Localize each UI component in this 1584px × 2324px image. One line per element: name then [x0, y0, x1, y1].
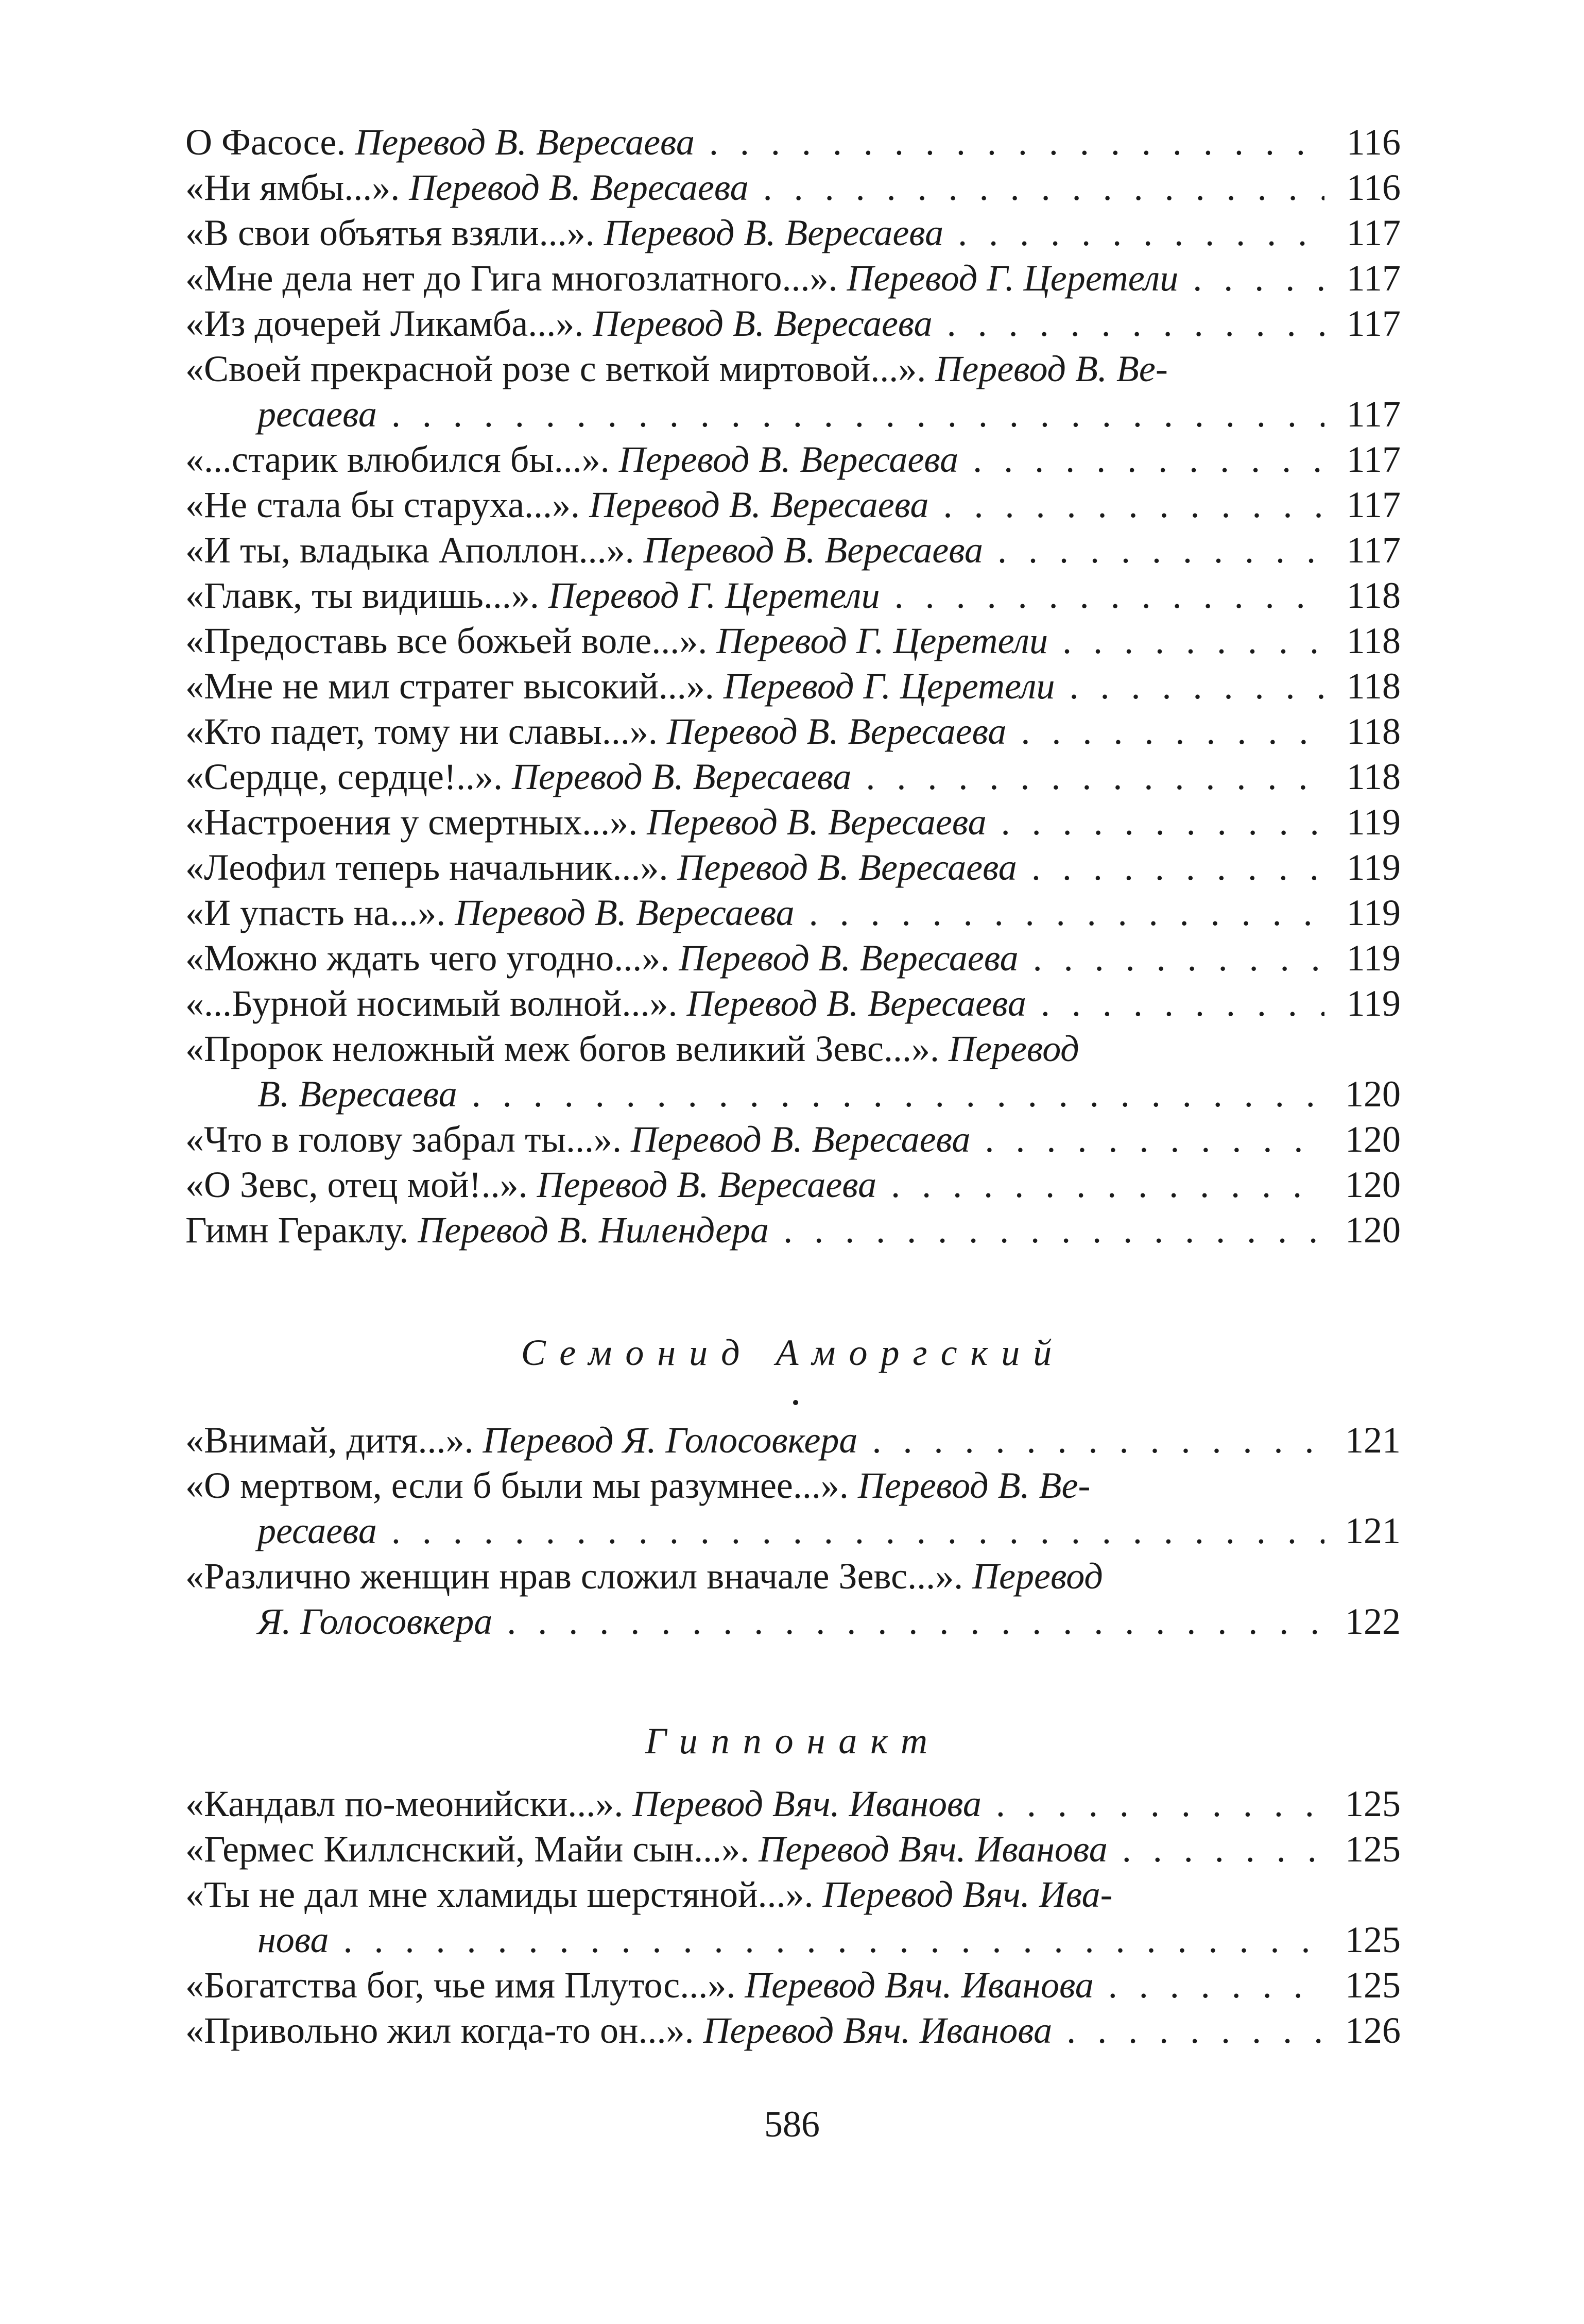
toc-entry-line	[185, 1917, 1401, 1962]
entry-text-inner	[185, 1028, 1079, 1069]
entry-title: «Кто падет, тому ни славы...».	[185, 711, 658, 752]
entry-page-number: 116	[1346, 167, 1401, 208]
entry-translator: Перевод Я. Голосовкера	[483, 1420, 858, 1461]
entry-title: «Настроения у смертных...».	[185, 801, 638, 843]
toc-entry-line	[185, 1026, 1401, 1071]
toc-entry-line	[185, 618, 1401, 663]
entry-page-number: 116	[1346, 122, 1401, 163]
entry-title: «Леофил теперь начальник...».	[185, 847, 668, 888]
entry-text	[185, 482, 929, 527]
dot-leader	[933, 301, 1324, 346]
entry-text	[185, 1417, 857, 1463]
dot-leader	[958, 437, 1324, 482]
toc-entry	[185, 1417, 1401, 1463]
dot-leader	[1178, 255, 1324, 301]
dot-leader	[987, 799, 1324, 845]
entry-text	[185, 437, 958, 482]
toc-entry-line	[185, 981, 1401, 1026]
toc-entry-line	[185, 799, 1401, 845]
toc-entry-line	[185, 754, 1401, 799]
entry-translator: Перевод В. Вересаева	[630, 1119, 971, 1160]
toc-entry-line	[185, 2008, 1401, 2053]
entry-text	[185, 1826, 1108, 1872]
toc-entry-line	[185, 1463, 1401, 1508]
toc-entry-line	[185, 845, 1401, 890]
entry-title: «Гермес Киллснский, Майи сын...».	[185, 1829, 750, 1870]
entry-text	[185, 1207, 769, 1253]
dot-leader	[876, 1162, 1324, 1207]
entry-text	[257, 1071, 457, 1117]
entry-translator: Перевод В. Вересаева	[409, 167, 749, 208]
entry-text	[257, 1917, 329, 1962]
entry-text	[185, 527, 983, 573]
entry-page-number: 120	[1345, 1119, 1401, 1160]
toc-entry-line	[185, 1117, 1401, 1162]
entry-text	[185, 1117, 970, 1162]
toc-entry-line	[185, 1071, 1401, 1117]
entry-text	[185, 754, 851, 799]
entry-translator: Перевод В. Вересаева	[677, 847, 1017, 888]
toc-entry	[185, 2008, 1401, 2053]
entry-text-inner	[185, 1874, 1113, 1915]
toc-entry-line	[185, 890, 1401, 935]
entry-translator: Перевод Вяч. Ива-	[822, 1874, 1113, 1915]
entry-text-inner	[185, 1556, 1103, 1597]
toc-entry-line	[185, 437, 1401, 482]
toc-entry	[185, 1117, 1401, 1162]
toc-entry-line	[185, 1417, 1401, 1463]
entry-text	[185, 1872, 1401, 1917]
entry-translator: Перевод Г. Церетели	[723, 665, 1055, 707]
entry-title: «Можно ждать чего угодно...».	[185, 937, 670, 979]
dot-leader	[492, 1599, 1324, 1644]
toc-entry	[185, 573, 1401, 618]
entry-title: «Внимай, дитя...».	[185, 1420, 474, 1461]
entry-title: «В свои объятья взяли...».	[185, 212, 595, 253]
entry-text	[185, 1553, 1401, 1599]
dot-leader	[769, 1207, 1324, 1253]
entry-translator: Перевод Вяч. Иванова	[745, 1964, 1094, 2006]
toc-entry	[185, 981, 1401, 1026]
dot-leader	[377, 391, 1324, 437]
dot-leader	[1108, 1826, 1324, 1872]
entry-page-number: 125	[1345, 1964, 1401, 2006]
entry-title: «Не стала бы старуха...».	[185, 484, 580, 525]
toc-section-archilochus	[185, 119, 1401, 1253]
entry-text	[185, 2008, 1052, 2053]
entry-page-number: 117	[1346, 394, 1401, 435]
entry-translator: Перевод В. Вересаева	[604, 212, 944, 253]
entry-translator: Перевод В. Вересаева	[511, 756, 852, 797]
entry-title: «Сердце, сердце!..».	[185, 756, 503, 797]
entry-text	[185, 663, 1055, 709]
dot-leader	[1055, 663, 1325, 709]
toc-entry	[185, 346, 1401, 437]
toc-entry-line	[185, 935, 1401, 981]
dot-leader	[1094, 1962, 1324, 2008]
toc-entry-line	[185, 1872, 1401, 1917]
entry-translator: Перевод	[949, 1028, 1079, 1069]
entry-page-number: 120	[1345, 1073, 1401, 1115]
dot-leader	[795, 890, 1324, 935]
entry-translator: Перевод В. Вересаева	[686, 983, 1026, 1024]
dot-leader	[929, 482, 1325, 527]
toc-entry	[185, 165, 1401, 210]
toc-entry-line	[185, 165, 1401, 210]
entry-text	[185, 119, 695, 165]
toc-entry-line	[185, 1553, 1401, 1599]
toc-entry	[185, 935, 1401, 981]
toc-entry-line	[185, 482, 1401, 527]
toc-entry-line	[185, 1599, 1401, 1644]
dot-leader	[1019, 935, 1324, 981]
entry-text	[185, 618, 1048, 663]
dot-leader	[1006, 709, 1324, 754]
entry-title: «О Зевс, отец мой!..».	[185, 1164, 528, 1205]
entry-translator: Перевод В. Вересаева	[666, 711, 1007, 752]
entry-title: «Из дочерей Ликамба...».	[185, 303, 584, 344]
entry-translator: Перевод Вяч. Иванова	[703, 2010, 1053, 2051]
entry-page-number: 119	[1346, 937, 1401, 979]
entry-translator: Перевод В. Вересаева	[618, 439, 959, 480]
entry-text	[185, 890, 795, 935]
entry-translator: Перевод В. Вересаева	[589, 484, 929, 525]
entry-title: «Главк, ты видишь...».	[185, 575, 539, 616]
entry-translator: Перевод Вяч. Иванова	[632, 1783, 982, 1824]
toc-entry	[185, 799, 1401, 845]
toc-entry-line	[185, 301, 1401, 346]
entry-translator: Перевод В. Вересаева	[455, 892, 795, 933]
page-number: 586	[764, 2104, 820, 2145]
dot-leader	[1048, 618, 1324, 663]
entry-translator: Перевод Г. Церетели	[716, 620, 1048, 661]
toc-entry	[185, 663, 1401, 709]
entry-text	[185, 1781, 982, 1826]
toc-entry	[185, 845, 1401, 890]
toc-entry-line	[185, 1826, 1401, 1872]
toc-entry	[185, 1207, 1401, 1253]
entry-text	[257, 1599, 492, 1644]
toc-entry	[185, 1553, 1401, 1644]
entry-translator: Перевод	[972, 1556, 1103, 1597]
entry-translator: Перевод В. Вересаева	[643, 529, 984, 571]
entry-page-number: 120	[1345, 1164, 1401, 1205]
entry-text-inner	[185, 348, 1168, 389]
entry-text	[185, 1463, 1401, 1508]
entry-translator: Перевод В. Вересаева	[647, 801, 987, 843]
toc-entry-line	[185, 709, 1401, 754]
toc-entry-line	[185, 663, 1401, 709]
dot-leader	[457, 1071, 1324, 1117]
dot-leader	[1026, 981, 1324, 1026]
entry-page-number: 119	[1346, 847, 1401, 888]
entry-translator: Я. Голосовкера	[257, 1601, 493, 1642]
entry-page-number: 118	[1346, 575, 1401, 616]
entry-text	[185, 1962, 1094, 2008]
toc-entry-line	[185, 1162, 1401, 1207]
toc-entry	[185, 890, 1401, 935]
entry-page-number: 119	[1346, 983, 1401, 1024]
toc-section-hipponax	[185, 1781, 1401, 2053]
entry-page-number: 117	[1346, 258, 1401, 299]
toc-entry	[185, 482, 1401, 527]
dot-leader	[851, 754, 1324, 799]
entry-translator: Перевод Г. Церетели	[548, 575, 880, 616]
entry-title: О Фасосе.	[185, 122, 346, 163]
entry-page-number: 117	[1346, 529, 1401, 571]
dot-leader	[695, 119, 1324, 165]
entry-text	[185, 1026, 1401, 1071]
entry-text-inner	[185, 1465, 1090, 1506]
toc-entry-line	[185, 527, 1401, 573]
entry-title: «И упасть на...».	[185, 892, 446, 933]
entry-title: «И ты, владыка Аполлон...».	[185, 529, 634, 571]
toc-entry	[185, 210, 1401, 255]
toc-entry	[185, 1872, 1401, 1962]
entry-page-number: 121	[1345, 1510, 1401, 1551]
entry-title: «Мне не мил стратег высокий...».	[185, 665, 714, 707]
toc-entry-line	[185, 1508, 1401, 1553]
section-title-semonides: Семонид Аморгский	[521, 1332, 1065, 1373]
entry-title: «Ты не дал мне хламиды шерстяной...».	[185, 1874, 814, 1915]
entry-page-number: 125	[1345, 1783, 1401, 1824]
entry-text	[185, 1162, 876, 1207]
entry-page-number: 126	[1345, 2010, 1401, 2051]
dot-leader	[982, 1781, 1324, 1826]
entry-page-number: 118	[1346, 711, 1401, 752]
entry-translator: Перевод В. Вересаева	[537, 1164, 877, 1205]
entry-page-number: 125	[1345, 1919, 1401, 1960]
entry-text	[185, 845, 1017, 890]
entry-page-number: 118	[1346, 756, 1401, 797]
entry-translator: Перевод В. Вересаева	[355, 122, 695, 163]
toc-entry-line	[185, 1781, 1401, 1826]
entry-translator: Перевод В. Ве-	[935, 348, 1168, 389]
entry-title: «О мертвом, если б были мы разумнее...».	[185, 1465, 849, 1506]
entry-title: Гимн Гераклу.	[185, 1209, 409, 1251]
toc-entry	[185, 255, 1401, 301]
toc-entry-line	[185, 391, 1401, 437]
entry-title: «Мне дела нет до Гига многозлатного...».	[185, 258, 838, 299]
dot-leader	[983, 527, 1324, 573]
entry-text	[185, 935, 1019, 981]
entry-page-number: 120	[1345, 1209, 1401, 1251]
toc-entry	[185, 618, 1401, 663]
entry-text	[185, 346, 1401, 391]
entry-text	[185, 210, 943, 255]
toc-entry	[185, 119, 1401, 165]
entry-page-number: 119	[1346, 801, 1401, 843]
entry-text	[257, 1508, 377, 1553]
toc-entry	[185, 709, 1401, 754]
entry-text	[185, 165, 749, 210]
dot-leader	[749, 165, 1324, 210]
entry-page-number: 117	[1346, 484, 1401, 525]
toc-entry	[185, 754, 1401, 799]
entry-translator: Перевод В. Вересаева	[679, 937, 1019, 979]
entry-page-number: 117	[1346, 439, 1401, 480]
entry-page-number: 121	[1345, 1420, 1401, 1461]
section-dot	[793, 1400, 798, 1405]
toc-entry-line	[185, 346, 1401, 391]
entry-page-number: 122	[1345, 1601, 1401, 1642]
entry-title: «Что в голову забрал ты...».	[185, 1119, 622, 1160]
entry-translator: нова	[257, 1919, 329, 1960]
entry-page-number: 118	[1346, 620, 1401, 661]
toc-entry	[185, 301, 1401, 346]
entry-title: «Привольно жил когда-то он...».	[185, 2010, 694, 2051]
toc-entry-line	[185, 573, 1401, 618]
dot-leader	[943, 210, 1324, 255]
entry-translator: ресаева	[257, 394, 377, 435]
dot-leader	[970, 1117, 1324, 1162]
toc-entry	[185, 1781, 1401, 1826]
entry-title: «Различно женщин нрав сложил вначале Зевс...».	[185, 1556, 963, 1597]
entry-translator: Перевод В. Вересаева	[593, 303, 933, 344]
entry-page-number: 119	[1346, 892, 1401, 933]
entry-text	[185, 709, 1006, 754]
entry-title: «Богатства бог, чье имя Плутос...».	[185, 1964, 736, 2006]
dot-leader	[857, 1417, 1324, 1463]
toc-section-semonides	[185, 1417, 1401, 1644]
entry-text	[185, 981, 1026, 1026]
entry-title: «Ни ямбы...».	[185, 167, 400, 208]
toc-entry	[185, 1826, 1401, 1872]
entry-text	[185, 301, 933, 346]
entry-translator: Перевод В. Нилендера	[418, 1209, 769, 1251]
toc-entry	[185, 1162, 1401, 1207]
dot-leader	[880, 573, 1324, 618]
entry-title: «Пророк неложный меж богов великий Зевс...».	[185, 1028, 940, 1069]
dot-leader	[329, 1917, 1324, 1962]
entry-title: «...Бурной носимый волной...».	[185, 983, 678, 1024]
entry-title: «Своей прекрасной розе с веткой миртовой...».	[185, 348, 926, 389]
toc-entry	[185, 1026, 1401, 1117]
entry-translator: ресаева	[257, 1510, 377, 1551]
toc-entry-line	[185, 119, 1401, 165]
toc-entry	[185, 527, 1401, 573]
dot-leader	[1017, 845, 1324, 890]
entry-translator: Перевод Вяч. Иванова	[759, 1829, 1108, 1870]
toc-entry-line	[185, 1962, 1401, 2008]
entry-title: «Кандавл по-меонийски...».	[185, 1783, 624, 1824]
entry-page-number: 117	[1346, 303, 1401, 344]
entry-translator: Перевод В. Ве-	[857, 1465, 1091, 1506]
toc-entry-line	[185, 255, 1401, 301]
toc-entry-line	[185, 210, 1401, 255]
toc-entry-line	[185, 1207, 1401, 1253]
dot-leader	[1052, 2008, 1324, 2053]
entry-text	[185, 799, 987, 845]
entry-translator: В. Вересаева	[257, 1073, 457, 1115]
toc-entry	[185, 1962, 1401, 2008]
entry-page-number: 125	[1345, 1829, 1401, 1870]
entry-text	[257, 391, 377, 437]
dot-leader	[377, 1508, 1324, 1553]
section-title-hipponax: Гиппонакт	[645, 1720, 941, 1762]
entry-translator: Перевод Г. Церетели	[847, 258, 1179, 299]
toc-entry	[185, 1463, 1401, 1553]
entry-page-number: 118	[1346, 665, 1401, 707]
entry-title: «...старик влюбился бы...».	[185, 439, 610, 480]
entry-text	[185, 255, 1178, 301]
entry-title: «Предоставь все божьей воле...».	[185, 620, 708, 661]
entry-page-number: 117	[1346, 212, 1401, 253]
entry-text	[185, 573, 880, 618]
toc-entry	[185, 437, 1401, 482]
